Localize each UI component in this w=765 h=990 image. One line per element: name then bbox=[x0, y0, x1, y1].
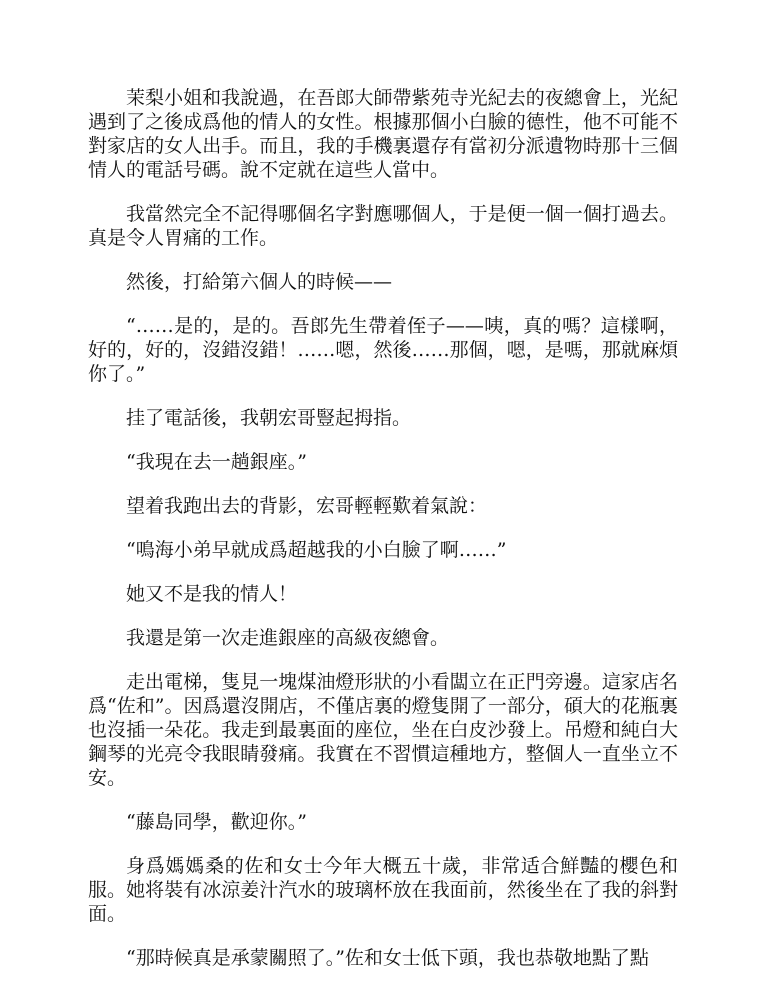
paragraph: “我現在去一趟銀座。” bbox=[126, 451, 307, 473]
paragraph: 她又不是我的情人！ bbox=[126, 583, 298, 605]
paragraph: “藤島同學，歡迎你。” bbox=[126, 811, 307, 833]
paragraph: “鳴海小弟早就成爲超越我的小白臉了啊……” bbox=[126, 539, 507, 561]
paragraph: 走出電梯，隻見一塊煤油燈形狀的小看闆立在正門旁邊。這家店名爲“佐和”。因爲還沒開店，不僅店裏的燈隻開了一部分，碩大的花瓶裏也沒插一朵花。我走到最裏面的座位，坐在白皮沙發上。吊燈和純白大鋼琴的光亮令我眼睛發痛。我實在不習慣這種地方，整個人一直坐立不安。 bbox=[88, 671, 678, 789]
paragraph: 我還是第一次走進銀座的高級夜總會。 bbox=[126, 627, 450, 649]
paragraph: 然後，打給第六個人的時候—— bbox=[126, 271, 393, 293]
paragraph: 茉梨小姐和我說過，在吾郎大師帶紫苑寺光紀去的夜總會上，光紀遇到了之後成爲他的情人的女性。根據那個小白臉的德性，他不可能不對家店的女人出手。而且，我的手機裏還存有當初分派遺物時那十三個情人的電話号碼。說不定就在這些人當中。 bbox=[88, 87, 678, 181]
paragraph: 挂了電話後，我朝宏哥豎起拇指。 bbox=[126, 407, 412, 429]
paragraph: 身爲媽媽桑的佐和女士今年大概五十歲，非常适合鮮豔的櫻色和服。她将裝有冰涼姜汁汽水的玻璃杯放在我面前，然後坐在了我的斜對面。 bbox=[88, 855, 678, 925]
paragraph: “……是的，是的。吾郎先生帶着侄子——咦，真的嗎？這樣啊，好的，好的，沒錯沒錯！……嗯，然後……那個，嗯，是嗎，那就麻煩你了。” bbox=[88, 315, 678, 385]
document-page bbox=[88, 86, 678, 990]
paragraph: 我當然完全不記得哪個名字對應哪個人，于是便一個一個打過去。真是令人胃痛的工作。 bbox=[88, 203, 678, 249]
paragraph: 望着我跑出去的背影，宏哥輕輕歎着氣說： bbox=[126, 495, 488, 517]
paragraph: “那時候真是承蒙關照了。”佐和女士低下頭，我也恭敬地點了點 bbox=[126, 947, 649, 969]
